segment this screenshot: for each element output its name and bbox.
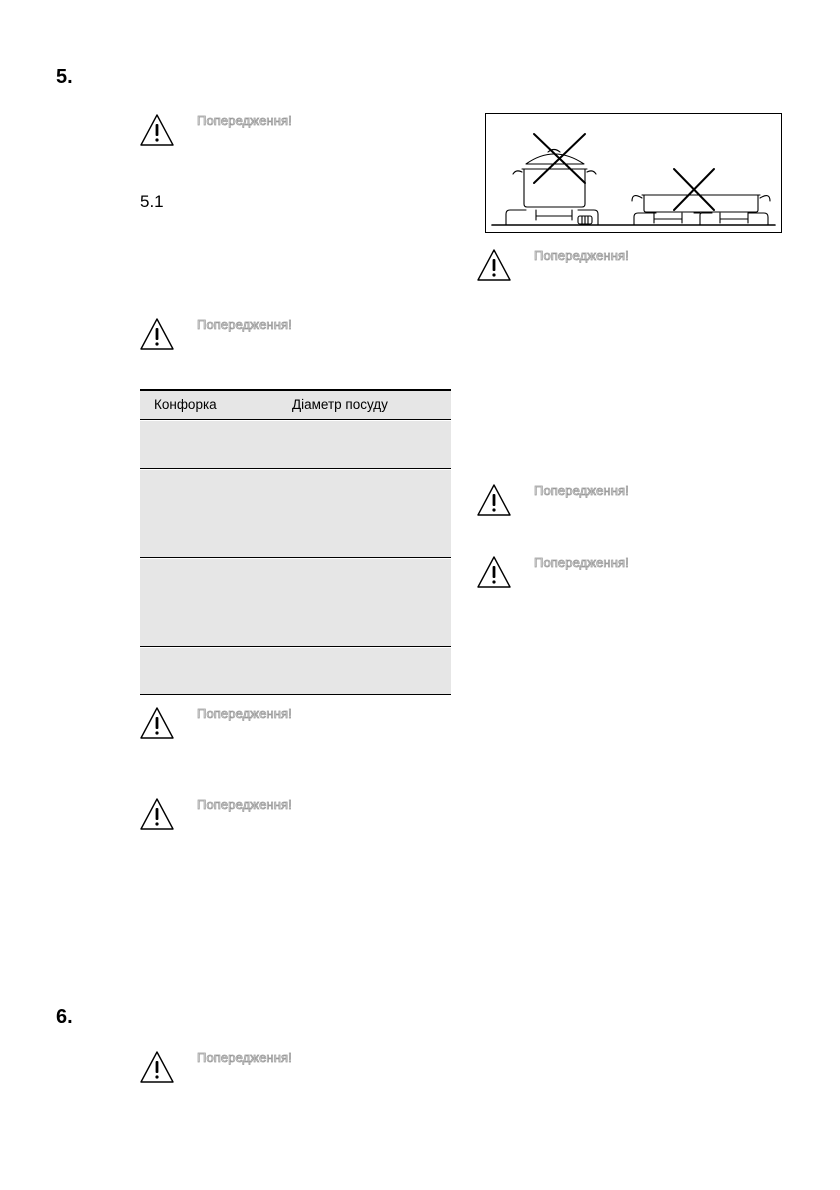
warning-block-7 <box>476 483 629 517</box>
warning-label: Попередження! <box>534 555 629 570</box>
warning-label: Попередження! <box>534 483 629 498</box>
table-header-row <box>140 391 451 420</box>
warning-triangle-icon <box>476 248 512 282</box>
warning-triangle-icon <box>139 1050 175 1084</box>
subsection-5-1-number: 5.1 <box>140 192 164 211</box>
warning-triangle-icon <box>476 483 512 517</box>
burner-diameter-table <box>140 389 451 695</box>
warning-block-8 <box>476 555 629 589</box>
table-row <box>140 648 451 695</box>
table-row <box>140 559 451 647</box>
warning-block-3 <box>139 706 292 740</box>
warning-label: Попередження! <box>197 113 292 128</box>
warning-triangle-icon <box>139 317 175 351</box>
warning-triangle-icon <box>139 797 175 831</box>
warning-block-2 <box>139 317 292 351</box>
warning-triangle-icon <box>476 555 512 589</box>
warning-label: Попередження! <box>197 797 292 812</box>
table-row <box>140 470 451 558</box>
warning-triangle-icon <box>139 706 175 740</box>
warning-block-1 <box>139 113 292 147</box>
incorrect-cookware-illustration <box>486 114 781 232</box>
section-5-number: 5. <box>56 66 73 88</box>
warning-block-6 <box>476 248 629 282</box>
warning-label: Попередження! <box>197 317 292 332</box>
warning-label: Попередження! <box>197 1050 292 1065</box>
section-6-number: 6. <box>56 1006 73 1028</box>
warning-label: Попередження! <box>534 248 629 263</box>
warning-triangle-icon <box>139 113 175 147</box>
table-row <box>140 421 451 469</box>
cookware-placement-figure <box>485 113 782 233</box>
warning-block-5 <box>139 1050 292 1084</box>
warning-block-4 <box>139 797 292 831</box>
table-header-diameter: Діаметр посуду <box>292 397 388 412</box>
warning-label: Попередження! <box>197 706 292 721</box>
table-header-burner: Конфорка <box>154 397 217 412</box>
